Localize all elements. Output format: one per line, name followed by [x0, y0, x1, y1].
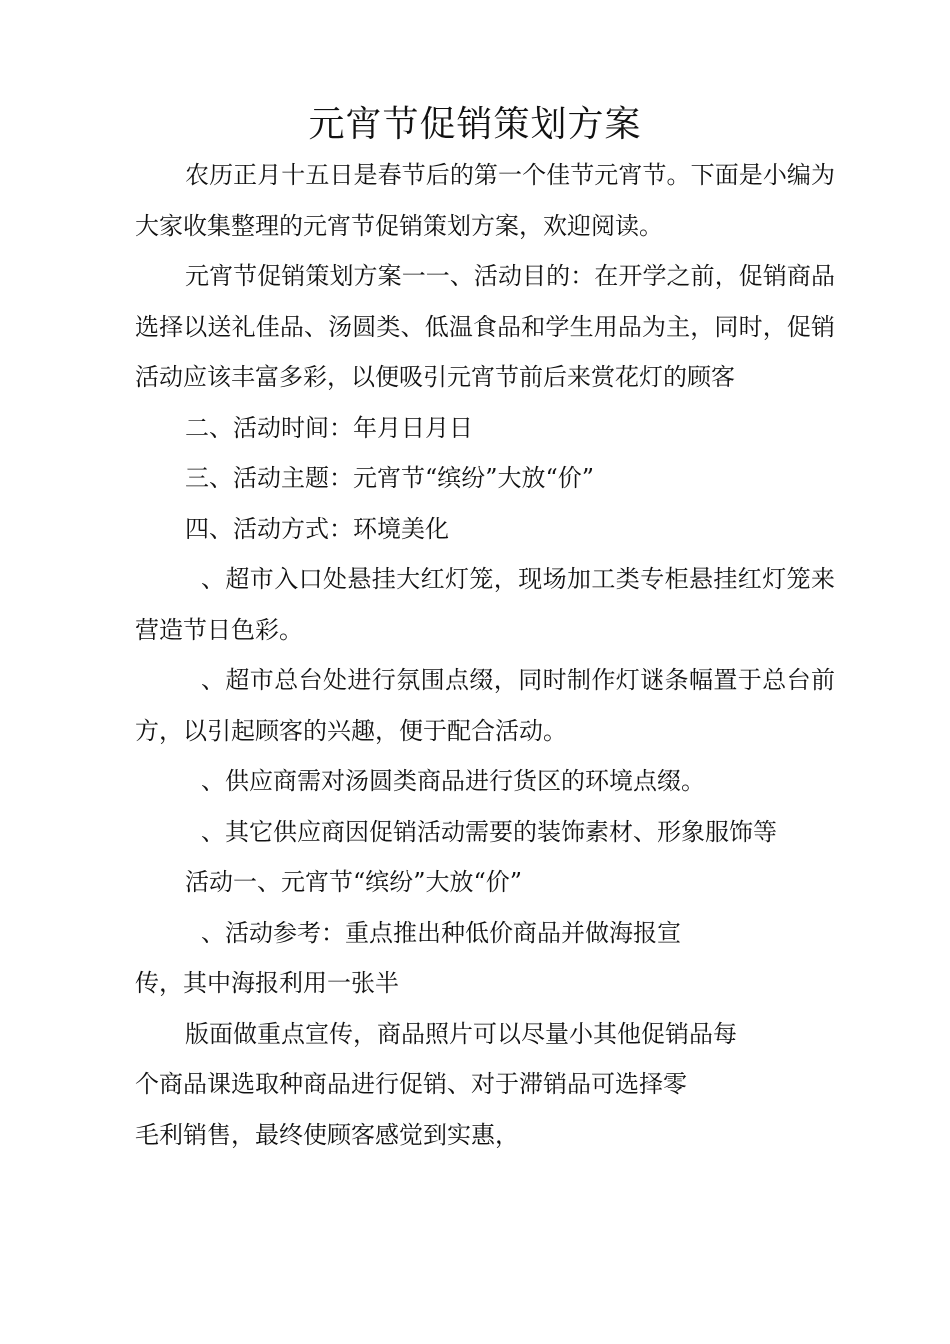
- paragraph-item-supplier: 、供应商需对汤圆类商品进行货区的环境点缀。: [201, 767, 705, 795]
- paragraph-method: 四、活动方式：环境美化: [185, 514, 449, 543]
- paragraph-intro: 农历正月十五日是春节后的第一个佳节元宵节。下面是小编为大家收集整理的元宵节促销策划方案，欢迎阅读。: [135, 161, 835, 240]
- paragraph-profit: 毛利销售，最终使顾客感觉到实惠，: [135, 1120, 519, 1149]
- paragraph-time: 二、活动时间：年月日月日: [185, 413, 473, 442]
- paragraph-poster: 传，其中海报利用一张半: [135, 969, 399, 997]
- paragraph-item-entrance: 、超市入口处悬挂大红灯笼，现场加工类专柜悬挂红灯笼来营造节日色彩。: [135, 565, 835, 644]
- paragraph-item-desk: 、超市总台处进行氛围点缀，同时制作灯谜条幅置于总台前方，以引起顾客的兴趣，便于配合活动。: [135, 666, 835, 745]
- document-title: 元宵节促销策划方案: [308, 104, 642, 145]
- document-body: [135, 150, 835, 1160]
- paragraph-item-other: 、其它供应商因促销活动需要的装饰素材、形象服饰等: [201, 817, 777, 846]
- paragraph-activity-one: 活动一、元宵节“缤纷”大放“价”: [185, 868, 523, 896]
- paragraph-purpose: 元宵节促销策划方案一一、活动目的：在开学之前，促销商品选择以送礼佳品、汤圆类、低温食品和学生用品为主，同时，促销活动应该丰富多彩，以便吸引元宵节前后来赏花灯的顾客: [135, 262, 835, 391]
- paragraph-selection: 个商品课选取种商品进行促销、对于滞销品可选择零: [135, 1070, 687, 1098]
- paragraph-activity-reference: 、活动参考：重点推出种低价商品并做海报宣: [201, 918, 681, 947]
- paragraph-layout: 版面做重点宣传，商品照片可以尽量小其他促销品每: [185, 1019, 737, 1048]
- paragraph-theme: 三、活动主题：元宵节“缤纷”大放“价”: [185, 464, 595, 492]
